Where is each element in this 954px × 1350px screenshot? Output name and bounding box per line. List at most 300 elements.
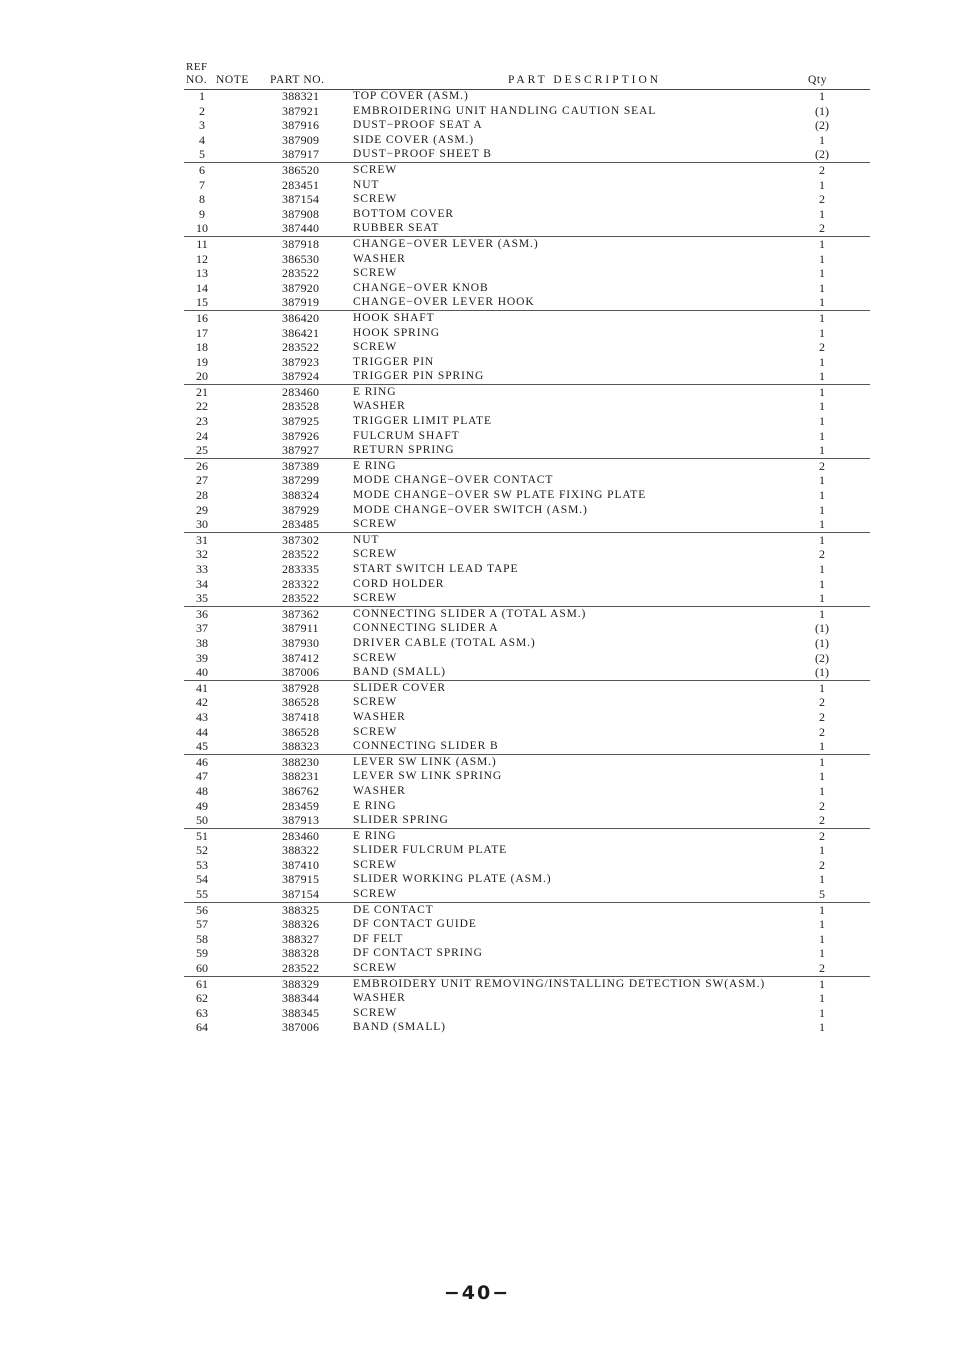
- quantity: 1: [819, 591, 825, 606]
- table-row: [184, 385, 870, 400]
- part-description: DRIVER CABLE (TOTAL ASM.): [353, 636, 536, 649]
- table-row: [184, 784, 870, 799]
- part-description: CHANGE−OVER LEVER HOOK: [353, 296, 535, 309]
- quantity: 1: [819, 369, 825, 384]
- part-number: 388321: [282, 89, 320, 103]
- ref-number: 32: [196, 547, 208, 562]
- table-row: [184, 843, 870, 858]
- ref-number: 2: [199, 103, 205, 118]
- quantity: 1: [819, 946, 825, 961]
- table-row: [184, 133, 870, 148]
- table-row: [184, 681, 870, 696]
- quantity: (2): [815, 650, 829, 665]
- part-number: 387928: [282, 680, 320, 695]
- ref-number: 4: [199, 132, 205, 147]
- part-description: MODE CHANGE−OVER SW PLATE FIXING PLATE: [353, 489, 647, 502]
- part-number: 388230: [282, 754, 320, 769]
- ref-number: 36: [196, 606, 208, 621]
- ref-number: 46: [196, 754, 208, 769]
- part-number: 388345: [282, 1005, 320, 1020]
- ref-number: 31: [196, 532, 208, 547]
- part-description: SCREW: [353, 193, 398, 206]
- table-row: [184, 443, 870, 459]
- part-description: DUST−PROOF SEAT A: [353, 119, 483, 132]
- table-row: [184, 340, 870, 355]
- table-row: [184, 192, 870, 207]
- part-description: DE CONTACT: [353, 903, 434, 916]
- part-description: TRIGGER PIN: [353, 355, 435, 368]
- table-row: [184, 414, 870, 429]
- part-description: SIDE COVER (ASM.): [353, 133, 475, 146]
- ref-number: 14: [196, 280, 208, 295]
- table-row: [184, 621, 870, 636]
- part-description: SCREW: [353, 518, 398, 531]
- part-description: HOOK SHAFT: [353, 311, 435, 324]
- table-row: [184, 755, 870, 770]
- part-number: 387915: [282, 872, 320, 887]
- part-description: RETURN SPRING: [353, 444, 455, 457]
- quantity: (1): [815, 665, 829, 680]
- part-description: BAND (SMALL): [353, 1021, 446, 1034]
- quantity: 1: [819, 783, 825, 798]
- table-row: [184, 946, 870, 961]
- ref-number: 39: [196, 650, 208, 665]
- part-description: MODE CHANGE−OVER CONTACT: [353, 474, 554, 487]
- part-description: BAND (SMALL): [353, 666, 446, 679]
- part-description: SCREW: [353, 962, 398, 975]
- part-description: LEVER SW LINK (ASM.): [353, 755, 497, 768]
- part-number: 388323: [282, 739, 320, 754]
- part-number: 388231: [282, 769, 320, 784]
- table-row: [184, 932, 870, 947]
- part-description: HOOK SPRING: [353, 326, 440, 339]
- table-row: [184, 533, 870, 548]
- part-number: 388325: [282, 902, 320, 917]
- part-number: 388329: [282, 976, 320, 991]
- part-description: START SWITCH LEAD TAPE: [353, 563, 519, 575]
- table-row: [184, 399, 870, 414]
- quantity: 1: [819, 1005, 825, 1020]
- quantity: (2): [815, 147, 829, 162]
- ref-number: 17: [196, 325, 208, 340]
- table-row: [184, 503, 870, 518]
- quantity: 1: [819, 354, 825, 369]
- part-description: TRIGGER LIMIT PLATE: [353, 415, 492, 428]
- table-row: [184, 89, 870, 104]
- table-row: [184, 710, 870, 725]
- quantity: 1: [819, 177, 825, 192]
- quantity: 1: [819, 399, 825, 414]
- quantity: 2: [819, 709, 825, 724]
- quantity: 2: [819, 961, 825, 976]
- quantity: 2: [819, 798, 825, 813]
- ref-label: REF: [186, 61, 208, 73]
- quantity: 1: [819, 89, 825, 103]
- part-number: 283451: [282, 177, 320, 192]
- quantity: 1: [819, 325, 825, 340]
- table-row: [184, 252, 870, 267]
- part-description: DF FELT: [353, 932, 404, 945]
- quantity: 1: [819, 1020, 825, 1035]
- quantity: 2: [819, 340, 825, 355]
- quantity: 1: [819, 502, 825, 517]
- ref-number: 3: [199, 118, 205, 133]
- ref-number: 41: [196, 680, 208, 695]
- table-row: [184, 355, 870, 370]
- part-description: CORD HOLDER: [353, 577, 445, 590]
- ref-number: 1: [199, 89, 205, 103]
- quantity: 1: [819, 976, 825, 991]
- quantity: 2: [819, 724, 825, 739]
- ref-number: 33: [196, 562, 208, 576]
- quantity: 1: [819, 473, 825, 488]
- part-number: 387154: [282, 887, 320, 902]
- part-description: DF CONTACT SPRING: [353, 947, 483, 960]
- part-number: 387908: [282, 206, 320, 221]
- part-number: 387909: [282, 132, 320, 147]
- part-description: BOTTOM COVER: [353, 207, 454, 220]
- part-description: EMBROIDERY UNIT REMOVING/INSTALLING DETECTION SW(ASM.): [353, 977, 766, 990]
- ref-number: 34: [196, 576, 208, 591]
- part-number: 283460: [282, 828, 320, 843]
- quantity: 2: [819, 857, 825, 872]
- table-row: [184, 858, 870, 873]
- table-row: [184, 725, 870, 740]
- part-description: SCREW: [353, 1006, 398, 1019]
- part-description: NUT: [353, 178, 380, 191]
- quantity: (1): [815, 621, 829, 636]
- part-number: 387916: [282, 118, 320, 133]
- part-number: 387929: [282, 502, 320, 517]
- quantity: 2: [819, 547, 825, 562]
- ref-number: 47: [196, 769, 208, 784]
- table-row: [184, 799, 870, 814]
- ref-number: 7: [199, 177, 205, 192]
- ref-number: 44: [196, 724, 208, 739]
- table-row: [184, 237, 870, 252]
- part-number: 388327: [282, 931, 320, 946]
- ref-number: 20: [196, 369, 208, 384]
- part-number: 283335: [282, 562, 320, 576]
- quantity: 2: [819, 813, 825, 828]
- ref-number: 9: [199, 206, 205, 221]
- table-row: [184, 651, 870, 666]
- quantity: 1: [819, 872, 825, 887]
- table-row: [184, 665, 870, 681]
- table-row: [184, 769, 870, 784]
- parts-table-body: [184, 89, 870, 1035]
- ref-number: 30: [196, 517, 208, 532]
- table-row: [184, 1020, 870, 1035]
- ref-number: 42: [196, 695, 208, 710]
- ref-number: 11: [196, 236, 208, 251]
- quantity: 1: [819, 236, 825, 251]
- part-number: 283522: [282, 340, 320, 355]
- part-description: LEVER SW LINK SPRING: [353, 770, 503, 783]
- quantity: 1: [819, 384, 825, 399]
- part-number: 388324: [282, 488, 320, 503]
- ref-number: 12: [196, 251, 208, 266]
- quantity: 1: [819, 902, 825, 917]
- quantity: 2: [819, 828, 825, 843]
- part-number: 386528: [282, 724, 320, 739]
- quantity: 1: [819, 606, 825, 621]
- part-description: SLIDER FULCRUM PLATE: [353, 844, 508, 857]
- part-number: 387913: [282, 813, 320, 828]
- header-description: PART DESCRIPTION: [508, 74, 662, 86]
- ref-number: 52: [196, 843, 208, 858]
- part-number: 387389: [282, 458, 320, 473]
- ref-number: 54: [196, 872, 208, 887]
- ref-number: 26: [196, 458, 208, 473]
- quantity: 1: [819, 310, 825, 325]
- part-description: TOP COVER (ASM.): [353, 90, 469, 102]
- part-number: 387362: [282, 606, 320, 621]
- quantity: 1: [819, 769, 825, 784]
- part-description: CHANGE−OVER KNOB: [353, 281, 489, 294]
- part-number: 387930: [282, 635, 320, 650]
- part-number: 387412: [282, 650, 320, 665]
- quantity: 2: [819, 695, 825, 710]
- table-row: [184, 104, 870, 119]
- part-description: SCREW: [353, 341, 398, 354]
- ref-number: 43: [196, 709, 208, 724]
- quantity: 1: [819, 414, 825, 429]
- page-number: −40−: [443, 1282, 511, 1304]
- quantity: 1: [819, 295, 825, 310]
- ref-number: 53: [196, 857, 208, 872]
- ref-number: 45: [196, 739, 208, 754]
- quantity: 2: [819, 162, 825, 177]
- part-description: SCREW: [353, 592, 398, 605]
- quantity: (1): [815, 635, 829, 650]
- table-row: [184, 147, 870, 163]
- table-row: [184, 739, 870, 755]
- ref-number: 28: [196, 488, 208, 503]
- part-description: SLIDER SPRING: [353, 814, 449, 827]
- header-note: NOTE: [216, 74, 250, 86]
- part-number: 387918: [282, 236, 320, 251]
- part-number: 387925: [282, 414, 320, 429]
- part-description: SLIDER WORKING PLATE (ASM.): [353, 873, 552, 886]
- part-description: NUT: [353, 533, 380, 546]
- table-row: [184, 266, 870, 281]
- ref-number: 59: [196, 946, 208, 961]
- part-description: CONNECTING SLIDER A: [353, 622, 499, 635]
- part-description: SCREW: [353, 858, 398, 871]
- table-row: [184, 163, 870, 178]
- part-number: 386421: [282, 325, 320, 340]
- ref-number: 29: [196, 502, 208, 517]
- part-number: 283459: [282, 798, 320, 813]
- table-row: [184, 517, 870, 533]
- part-description: SCREW: [353, 696, 398, 709]
- part-description: CHANGE−OVER LEVER (ASM.): [353, 237, 539, 250]
- part-description: SCREW: [353, 888, 398, 901]
- part-description: WASHER: [353, 710, 406, 723]
- quantity: 5: [819, 887, 825, 902]
- table-row: [184, 636, 870, 651]
- ref-number: 48: [196, 783, 208, 798]
- part-number: 387154: [282, 192, 320, 207]
- part-description: WASHER: [353, 252, 406, 265]
- quantity: 1: [819, 576, 825, 591]
- part-number: 387440: [282, 221, 320, 236]
- table-row: [184, 887, 870, 903]
- ref-number: 18: [196, 340, 208, 355]
- ref-number: 57: [196, 917, 208, 932]
- part-description: RUBBER SEAT: [353, 222, 440, 235]
- table-row: [184, 118, 870, 133]
- part-number: 387410: [282, 857, 320, 872]
- quantity: 1: [819, 562, 825, 576]
- table-row: [184, 488, 870, 503]
- part-description: SCREW: [353, 725, 398, 738]
- quantity: 2: [819, 192, 825, 207]
- part-number: 283522: [282, 266, 320, 281]
- ref-number: 60: [196, 961, 208, 976]
- table-row: [184, 547, 870, 562]
- part-number: 283522: [282, 591, 320, 606]
- header-qty: Qty: [808, 74, 828, 86]
- part-number: 386762: [282, 783, 320, 798]
- part-number: 388344: [282, 991, 320, 1006]
- part-number: 387006: [282, 1020, 320, 1035]
- part-description: FULCRUM SHAFT: [353, 429, 460, 442]
- ref-number: 15: [196, 295, 208, 310]
- quantity: 1: [819, 428, 825, 443]
- part-description: CONNECTING SLIDER A (TOTAL ASM.): [353, 607, 587, 620]
- part-description: E RING: [353, 459, 397, 472]
- part-description: E RING: [353, 385, 397, 398]
- part-number: 387919: [282, 295, 320, 310]
- table-row: [184, 829, 870, 844]
- ref-number: 50: [196, 813, 208, 828]
- ref-number: 63: [196, 1005, 208, 1020]
- table-row: [184, 311, 870, 326]
- part-number: 283460: [282, 384, 320, 399]
- part-number: 387006: [282, 665, 320, 680]
- table-row: [184, 917, 870, 932]
- part-number: 283528: [282, 399, 320, 414]
- quantity: 1: [819, 917, 825, 932]
- part-description: WASHER: [353, 400, 406, 413]
- ref-number: 23: [196, 414, 208, 429]
- ref-number: 38: [196, 635, 208, 650]
- quantity: 1: [819, 532, 825, 547]
- part-number: 387924: [282, 369, 320, 384]
- table-row: [184, 473, 870, 488]
- ref-number: 25: [196, 443, 208, 458]
- quantity: 1: [819, 517, 825, 532]
- part-description: DUST−PROOF SHEET B: [353, 148, 492, 161]
- part-number: 283485: [282, 517, 320, 532]
- quantity: 1: [819, 251, 825, 266]
- ref-number: 64: [196, 1020, 208, 1035]
- quantity: 2: [819, 458, 825, 473]
- part-number: 283522: [282, 961, 320, 976]
- part-description: WASHER: [353, 992, 406, 1005]
- ref-number: 55: [196, 887, 208, 902]
- part-description: MODE CHANGE−OVER SWITCH (ASM.): [353, 503, 588, 516]
- part-description: SCREW: [353, 651, 398, 664]
- quantity: 2: [819, 221, 825, 236]
- table-row: [184, 872, 870, 887]
- table-row: [184, 607, 870, 622]
- ref-number: 40: [196, 665, 208, 680]
- table-row: [184, 577, 870, 592]
- ref-number: 5: [199, 147, 205, 162]
- ref-number: 24: [196, 428, 208, 443]
- part-description: E RING: [353, 829, 397, 842]
- table-row: [184, 591, 870, 607]
- part-description: SCREW: [353, 163, 398, 176]
- part-number: 386420: [282, 310, 320, 325]
- part-number: 387926: [282, 428, 320, 443]
- ref-number: 56: [196, 902, 208, 917]
- quantity: 1: [819, 443, 825, 458]
- ref-number: 61: [196, 976, 208, 991]
- table-row: [184, 1006, 870, 1021]
- quantity: 1: [819, 206, 825, 221]
- quantity: 1: [819, 739, 825, 754]
- table-row: [184, 459, 870, 474]
- table-row: [184, 813, 870, 829]
- ref-number: 10: [196, 221, 208, 236]
- part-description: CONNECTING SLIDER B: [353, 740, 499, 753]
- header-part-no: PART NO.: [270, 74, 325, 86]
- quantity: 1: [819, 280, 825, 295]
- table-header: [184, 72, 870, 90]
- ref-number: 49: [196, 798, 208, 813]
- part-description: EMBROIDERING UNIT HANDLING CAUTION SEAL: [353, 104, 657, 117]
- ref-number: 51: [196, 828, 208, 843]
- part-number: 283522: [282, 547, 320, 562]
- ref-number: 8: [199, 192, 205, 207]
- table-row: [184, 903, 870, 918]
- table-row: [184, 326, 870, 341]
- part-number: 386528: [282, 695, 320, 710]
- quantity: 1: [819, 754, 825, 769]
- ref-number: 62: [196, 991, 208, 1006]
- table-row: [184, 178, 870, 193]
- ref-number: 21: [196, 384, 208, 399]
- ref-number: 58: [196, 931, 208, 946]
- quantity: 1: [819, 991, 825, 1006]
- table-row: [184, 221, 870, 237]
- table-row: [184, 695, 870, 710]
- part-number: 387921: [282, 103, 320, 118]
- ref-number: 19: [196, 354, 208, 369]
- table-row: [184, 961, 870, 977]
- part-number: 387911: [282, 621, 319, 636]
- ref-number: 22: [196, 399, 208, 414]
- part-number: 386520: [282, 162, 320, 177]
- ref-number: 6: [199, 162, 205, 177]
- part-description: SLIDER COVER: [353, 681, 446, 694]
- table-row: [184, 369, 870, 385]
- part-number: 388326: [282, 917, 320, 932]
- quantity: 1: [819, 931, 825, 946]
- part-description: WASHER: [353, 784, 406, 797]
- part-number: 387927: [282, 443, 320, 458]
- part-description: E RING: [353, 799, 397, 812]
- quantity: 1: [819, 488, 825, 503]
- quantity: 1: [819, 132, 825, 147]
- part-number: 387302: [282, 532, 320, 547]
- part-number: 387299: [282, 473, 320, 488]
- table-row: [184, 281, 870, 296]
